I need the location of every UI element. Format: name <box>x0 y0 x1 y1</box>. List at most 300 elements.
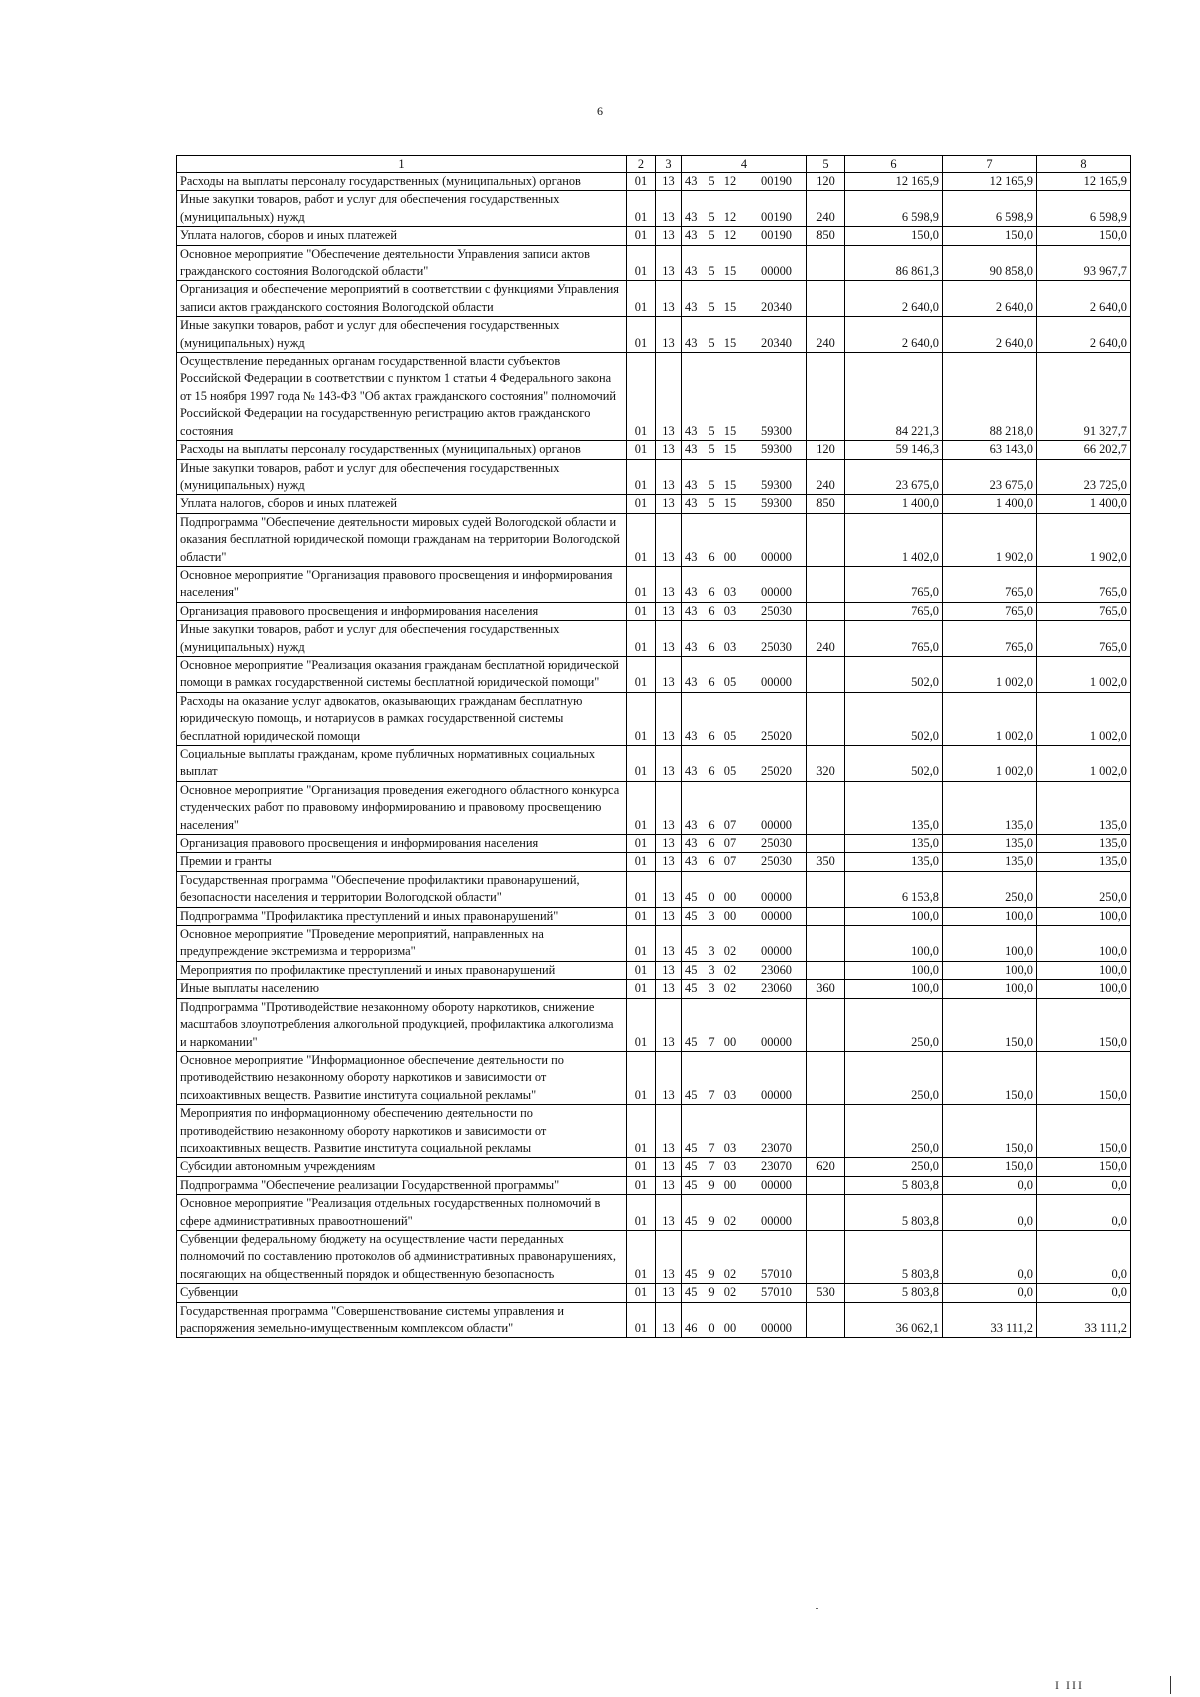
target-article-code <box>682 495 807 513</box>
expense-type-code <box>807 926 845 962</box>
article-code-part: 45 <box>685 1213 698 1228</box>
article-code-part: 43 <box>685 639 698 654</box>
amount-col-7: 23 675,0 <box>943 459 1037 495</box>
amount-col-7: 1 400,0 <box>943 495 1037 513</box>
target-article-code <box>682 566 807 602</box>
expense-type-code <box>807 998 845 1051</box>
article-code-part: 45 <box>685 981 698 996</box>
article-code-part: 43 <box>685 836 698 851</box>
amount-col-6: 135,0 <box>845 835 943 853</box>
amount-col-8: 33 111,2 <box>1037 1302 1131 1338</box>
amount-col-6: 6 598,9 <box>845 191 943 227</box>
amount-col-6: 86 861,3 <box>845 245 943 281</box>
amount-col-6: 6 153,8 <box>845 871 943 907</box>
article-code-part: 00 <box>723 1321 737 1335</box>
amount-col-6: 1 402,0 <box>845 513 943 566</box>
article-code-part: 07 <box>723 836 737 851</box>
amount-col-6: 502,0 <box>845 746 943 782</box>
article-code-part: 23060 <box>761 981 792 996</box>
subsection-code: 13 <box>656 781 682 834</box>
article-code-part: 5 <box>708 442 715 457</box>
expense-type-code <box>807 781 845 834</box>
expense-type-code <box>807 1051 845 1104</box>
article-code-part: 00000 <box>761 264 792 279</box>
row-name: Основное мероприятие "Реализация отдельных государственных полномочий в сфере административных правоотношений" <box>177 1195 627 1231</box>
header-cell: 5 <box>807 156 845 173</box>
article-code-part: 7 <box>708 1034 715 1049</box>
subsection-code: 13 <box>656 495 682 513</box>
article-code-part: 45 <box>685 1034 698 1049</box>
article-code-part: 02 <box>723 944 737 959</box>
article-code-part: 6 <box>708 549 715 564</box>
amount-col-8: 150,0 <box>1037 227 1131 245</box>
amount-col-8: 6 598,9 <box>1037 191 1131 227</box>
row-name: Премии и гранты <box>177 853 627 871</box>
expense-type-code <box>807 871 845 907</box>
expense-type-code <box>807 1302 845 1338</box>
amount-col-6: 59 146,3 <box>845 441 943 459</box>
article-code-part: 00000 <box>761 908 792 923</box>
amount-col-7: 6 598,9 <box>943 191 1037 227</box>
table-row <box>177 317 1131 353</box>
amount-col-6: 502,0 <box>845 692 943 745</box>
row-name: Уплата налогов, сборов и иных платежей <box>177 495 627 513</box>
amount-col-6: 250,0 <box>845 1105 943 1158</box>
subsection-code: 13 <box>656 907 682 925</box>
article-code-part: 9 <box>708 1266 715 1281</box>
article-code-part: 7 <box>708 1140 715 1155</box>
article-code-part: 03 <box>723 1087 737 1102</box>
article-code-part: 00000 <box>761 675 792 690</box>
row-name: Иные выплаты населению <box>177 980 627 998</box>
amount-col-8: 0,0 <box>1037 1176 1131 1194</box>
row-name: Государственная программа "Совершенствование системы управления и распоряжения земельно-имущественным комплексом области" <box>177 1302 627 1338</box>
amount-col-6: 5 803,8 <box>845 1230 943 1283</box>
amount-col-7: 1 902,0 <box>943 513 1037 566</box>
row-name: Организация правового просвещения и информирования населения <box>177 602 627 620</box>
target-article-code <box>682 781 807 834</box>
amount-col-7: 0,0 <box>943 1195 1037 1231</box>
subsection-code: 13 <box>656 602 682 620</box>
amount-col-7: 90 858,0 <box>943 245 1037 281</box>
article-code-part: 3 <box>708 908 715 923</box>
article-code-part: 00000 <box>761 890 792 905</box>
subsection-code: 13 <box>656 1284 682 1302</box>
amount-col-6: 12 165,9 <box>845 173 943 191</box>
article-code-part: 25030 <box>761 836 792 851</box>
article-code-part: 15 <box>723 496 737 511</box>
target-article-code <box>682 317 807 353</box>
target-article-code <box>682 961 807 979</box>
article-code-part: 43 <box>685 264 698 279</box>
row-name: Мероприятия по информационному обеспечению деятельности по противодействию незаконному обороту наркотиков и зависимости от психоактивных веществ. Развитие института социальной рекламы <box>177 1105 627 1158</box>
section-code: 01 <box>627 621 656 657</box>
amount-col-6: 765,0 <box>845 621 943 657</box>
row-name: Социальные выплаты гражданам, кроме публичных нормативных социальных выплат <box>177 746 627 782</box>
amount-col-6: 100,0 <box>845 961 943 979</box>
row-name: Основное мероприятие "Реализация оказания гражданам бесплатной юридической помощи в рамках государственной системы бесплатной юридической помощи" <box>177 656 627 692</box>
target-article-code <box>682 746 807 782</box>
amount-col-6: 502,0 <box>845 656 943 692</box>
subsection-code: 13 <box>656 871 682 907</box>
article-code-part: 6 <box>708 675 715 690</box>
amount-col-7: 150,0 <box>943 1051 1037 1104</box>
article-code-part: 45 <box>685 1159 698 1174</box>
article-code-part: 25030 <box>761 603 792 618</box>
target-article-code <box>682 245 807 281</box>
article-code-part: 43 <box>685 423 698 438</box>
article-code-part: 00000 <box>761 817 792 832</box>
subsection-code: 13 <box>656 998 682 1051</box>
subsection-code: 13 <box>656 227 682 245</box>
section-code: 01 <box>627 1195 656 1231</box>
amount-col-8: 150,0 <box>1037 1158 1131 1176</box>
amount-col-8: 1 002,0 <box>1037 746 1131 782</box>
article-code-part: 00190 <box>761 228 792 243</box>
article-code-part: 00 <box>723 1177 737 1192</box>
target-article-code <box>682 353 807 441</box>
subsection-code: 13 <box>656 173 682 191</box>
article-code-part: 5 <box>708 174 715 188</box>
expense-type-code: 350 <box>807 853 845 871</box>
amount-col-7: 150,0 <box>943 1158 1037 1176</box>
section-code: 01 <box>627 871 656 907</box>
article-code-part: 45 <box>685 1266 698 1281</box>
article-code-part: 43 <box>685 335 698 350</box>
scan-artifact <box>816 1608 818 1609</box>
amount-col-8: 150,0 <box>1037 1105 1131 1158</box>
amount-col-6: 150,0 <box>845 227 943 245</box>
amount-col-8: 150,0 <box>1037 1051 1131 1104</box>
target-article-code <box>682 998 807 1051</box>
section-code: 01 <box>627 781 656 834</box>
expense-type-code <box>807 907 845 925</box>
expense-type-code <box>807 1105 845 1158</box>
expense-type-code <box>807 1230 845 1283</box>
article-code-part: 20340 <box>761 299 792 314</box>
article-code-part: 59300 <box>761 423 792 438</box>
section-code: 01 <box>627 227 656 245</box>
amount-col-7: 12 165,9 <box>943 173 1037 191</box>
article-code-part: 03 <box>723 639 737 654</box>
expense-type-code: 530 <box>807 1284 845 1302</box>
amount-col-8: 1 002,0 <box>1037 656 1131 692</box>
target-article-code <box>682 1051 807 1104</box>
target-article-code <box>682 513 807 566</box>
article-code-part: 15 <box>723 442 737 457</box>
row-name: Подпрограмма "Противодействие незаконному обороту наркотиков, снижение масштабов злоупотребления алкогольной продукцией, профилактика алкоголизма и наркомании" <box>177 998 627 1051</box>
article-code-part: 43 <box>685 603 698 618</box>
target-article-code <box>682 459 807 495</box>
article-code-part: 25030 <box>761 854 792 869</box>
article-code-part: 57010 <box>761 1285 792 1300</box>
target-article-code <box>682 926 807 962</box>
section-code: 01 <box>627 907 656 925</box>
header-cell: 1 <box>177 156 627 173</box>
amount-col-7: 135,0 <box>943 781 1037 834</box>
section-code: 01 <box>627 1051 656 1104</box>
article-code-part: 15 <box>723 477 737 492</box>
row-name: Иные закупки товаров, работ и услуг для обеспечения государственных (муниципальных) нужд <box>177 317 627 353</box>
article-code-part: 00190 <box>761 209 792 224</box>
amount-col-6: 84 221,3 <box>845 353 943 441</box>
table-row <box>177 692 1131 745</box>
article-code-part: 43 <box>685 477 698 492</box>
amount-col-7: 0,0 <box>943 1230 1037 1283</box>
amount-col-6: 135,0 <box>845 781 943 834</box>
amount-col-7: 2 640,0 <box>943 281 1037 317</box>
article-code-part: 23060 <box>761 962 792 977</box>
target-article-code <box>682 1195 807 1231</box>
expense-type-code <box>807 513 845 566</box>
amount-col-8: 135,0 <box>1037 835 1131 853</box>
amount-col-8: 0,0 <box>1037 1284 1131 1302</box>
article-code-part: 03 <box>723 585 737 600</box>
amount-col-6: 23 675,0 <box>845 459 943 495</box>
article-code-part: 00000 <box>761 1213 792 1228</box>
target-article-code <box>682 1302 807 1338</box>
article-code-part: 00 <box>723 890 737 905</box>
article-code-part: 43 <box>685 228 698 243</box>
target-article-code <box>682 980 807 998</box>
subsection-code: 13 <box>656 1302 682 1338</box>
section-code: 01 <box>627 1284 656 1302</box>
expense-type-code <box>807 656 845 692</box>
amount-col-7: 100,0 <box>943 926 1037 962</box>
row-name: Расходы на выплаты персоналу государственных (муниципальных) органов <box>177 441 627 459</box>
article-code-part: 6 <box>708 728 715 743</box>
article-code-part: 6 <box>708 764 715 779</box>
row-name: Организация и обеспечение мероприятий в соответствии с функциями Управления записи актов гражданского состояния Вологодской области <box>177 281 627 317</box>
amount-col-6: 2 640,0 <box>845 317 943 353</box>
table-row <box>177 281 1131 317</box>
article-code-part: 45 <box>685 1087 698 1102</box>
subsection-code: 13 <box>656 961 682 979</box>
row-name: Субсидии автономным учреждениям <box>177 1158 627 1176</box>
article-code-part: 43 <box>685 299 698 314</box>
table-row <box>177 1302 1131 1338</box>
subsection-code: 13 <box>656 1230 682 1283</box>
row-name: Расходы на выплаты персоналу государственных (муниципальных) органов <box>177 173 627 191</box>
amount-col-8: 1 902,0 <box>1037 513 1131 566</box>
section-code: 01 <box>627 353 656 441</box>
section-code: 01 <box>627 1158 656 1176</box>
table-row <box>177 1195 1131 1231</box>
amount-col-7: 63 143,0 <box>943 441 1037 459</box>
amount-col-7: 33 111,2 <box>943 1302 1037 1338</box>
target-article-code <box>682 281 807 317</box>
expense-type-code: 850 <box>807 227 845 245</box>
table-row <box>177 1230 1131 1283</box>
article-code-part: 00000 <box>761 549 792 564</box>
subsection-code: 13 <box>656 656 682 692</box>
article-code-part: 15 <box>723 299 737 314</box>
amount-col-7: 150,0 <box>943 998 1037 1051</box>
amount-col-7: 100,0 <box>943 961 1037 979</box>
table-row <box>177 566 1131 602</box>
expense-type-code <box>807 692 845 745</box>
subsection-code: 13 <box>656 926 682 962</box>
expense-type-code <box>807 566 845 602</box>
amount-col-6: 5 803,8 <box>845 1176 943 1194</box>
subsection-code: 13 <box>656 441 682 459</box>
row-name: Подпрограмма "Обеспечение деятельности мировых судей Вологодской области и оказания бесплатной юридической помощи гражданам на территории Вологодской области" <box>177 513 627 566</box>
article-code-part: 25030 <box>761 639 792 654</box>
header-cell: 2 <box>627 156 656 173</box>
table-row <box>177 926 1131 962</box>
row-name: Основное мероприятие "Информационное обеспечение деятельности по противодействию незаконному обороту наркотиков и зависимости от психоактивных веществ. Развитие института социальной рекламы" <box>177 1051 627 1104</box>
target-article-code <box>682 227 807 245</box>
amount-col-6: 2 640,0 <box>845 281 943 317</box>
section-code: 01 <box>627 692 656 745</box>
section-code: 01 <box>627 245 656 281</box>
section-code: 01 <box>627 853 656 871</box>
article-code-part: 00000 <box>761 944 792 959</box>
amount-col-8: 100,0 <box>1037 926 1131 962</box>
amount-col-8: 2 640,0 <box>1037 317 1131 353</box>
amount-col-7: 2 640,0 <box>943 317 1037 353</box>
article-code-part: 20340 <box>761 335 792 350</box>
amount-col-8: 93 967,7 <box>1037 245 1131 281</box>
target-article-code <box>682 853 807 871</box>
article-code-part: 43 <box>685 585 698 600</box>
header-cell: 6 <box>845 156 943 173</box>
expense-type-code: 320 <box>807 746 845 782</box>
target-article-code <box>682 1176 807 1194</box>
article-code-part: 5 <box>708 299 715 314</box>
section-code: 01 <box>627 459 656 495</box>
table-row <box>177 459 1131 495</box>
article-code-part: 12 <box>723 174 737 188</box>
amount-col-8: 0,0 <box>1037 1230 1131 1283</box>
row-name: Организация правового просвещения и информирования населения <box>177 835 627 853</box>
table-row <box>177 835 1131 853</box>
amount-col-6: 100,0 <box>845 907 943 925</box>
row-name: Иные закупки товаров, работ и услуг для обеспечения государственных (муниципальных) нужд <box>177 621 627 657</box>
table-row <box>177 245 1131 281</box>
row-name: Подпрограмма "Профилактика преступлений и иных правонарушений" <box>177 907 627 925</box>
article-code-part: 43 <box>685 675 698 690</box>
article-code-part: 03 <box>723 1140 737 1155</box>
row-name: Основное мероприятие "Организация правового просвещения и информирования населения" <box>177 566 627 602</box>
subsection-code: 13 <box>656 191 682 227</box>
table-row <box>177 998 1131 1051</box>
table-row <box>177 602 1131 620</box>
article-code-part: 00000 <box>761 1321 792 1335</box>
row-name: Осуществление переданных органам государственной власти субъектов Российской Федерации в соответствии с пунктом 1 статьи 4 Федерального закона от 15 ноября 1997 года № 143-ФЗ "Об актах гражданского состояния" полномочий Российской Федерации на государственную регистрацию актов гражданского состояния <box>177 353 627 441</box>
section-code: 01 <box>627 281 656 317</box>
amount-col-8: 1 400,0 <box>1037 495 1131 513</box>
subsection-code: 13 <box>656 353 682 441</box>
target-article-code <box>682 692 807 745</box>
header-cell: 4 <box>682 156 807 173</box>
article-code-part: 6 <box>708 836 715 851</box>
article-code-part: 6 <box>708 639 715 654</box>
row-name: Государственная программа "Обеспечение профилактики правонарушений, безопасности населения и территории Вологодской области" <box>177 871 627 907</box>
expense-type-code <box>807 1195 845 1231</box>
amount-col-8: 135,0 <box>1037 781 1131 834</box>
article-code-part: 0 <box>708 1321 715 1335</box>
table-row <box>177 1284 1131 1302</box>
article-code-part: 6 <box>708 585 715 600</box>
section-code: 01 <box>627 1105 656 1158</box>
article-code-part: 12 <box>723 209 737 224</box>
expense-type-code <box>807 835 845 853</box>
section-code: 01 <box>627 513 656 566</box>
article-code-part: 25020 <box>761 764 792 779</box>
amount-col-6: 36 062,1 <box>845 1302 943 1338</box>
table-row <box>177 227 1131 245</box>
expense-type-code: 240 <box>807 459 845 495</box>
article-code-part: 9 <box>708 1177 715 1192</box>
expense-type-code <box>807 961 845 979</box>
footer-marks: I III <box>1055 1678 1084 1692</box>
amount-col-6: 5 803,8 <box>845 1195 943 1231</box>
section-code: 01 <box>627 1302 656 1338</box>
target-article-code <box>682 173 807 191</box>
table-row <box>177 1105 1131 1158</box>
article-code-part: 6 <box>708 854 715 869</box>
subsection-code: 13 <box>656 459 682 495</box>
row-name: Субвенции федеральному бюджету на осуществление части переданных полномочий по составлению протоколов об административных правонарушениях, посягающих на общественный порядок и общественную безопасность <box>177 1230 627 1283</box>
expense-type-code: 240 <box>807 191 845 227</box>
article-code-part: 43 <box>685 728 698 743</box>
article-code-part: 00000 <box>761 1087 792 1102</box>
subsection-code: 13 <box>656 245 682 281</box>
expense-type-code: 120 <box>807 441 845 459</box>
target-article-code <box>682 1230 807 1283</box>
table-row <box>177 441 1131 459</box>
row-name: Иные закупки товаров, работ и услуг для обеспечения государственных (муниципальных) нужд <box>177 459 627 495</box>
article-code-part: 15 <box>723 335 737 350</box>
article-code-part: 46 <box>685 1321 698 1335</box>
article-code-part: 23070 <box>761 1159 792 1174</box>
section-code: 01 <box>627 173 656 191</box>
section-code: 01 <box>627 656 656 692</box>
article-code-part: 12 <box>723 228 737 243</box>
article-code-part: 6 <box>708 603 715 618</box>
target-article-code <box>682 621 807 657</box>
amount-col-8: 100,0 <box>1037 961 1131 979</box>
subsection-code: 13 <box>656 692 682 745</box>
header-cell: 7 <box>943 156 1037 173</box>
article-code-part: 45 <box>685 1177 698 1192</box>
section-code: 01 <box>627 998 656 1051</box>
article-code-part: 59300 <box>761 496 792 511</box>
amount-col-6: 100,0 <box>845 980 943 998</box>
target-article-code <box>682 835 807 853</box>
article-code-part: 57010 <box>761 1266 792 1281</box>
article-code-part: 25020 <box>761 728 792 743</box>
subsection-code: 13 <box>656 1051 682 1104</box>
expense-type-code <box>807 353 845 441</box>
table-row <box>177 961 1131 979</box>
table-row <box>177 871 1131 907</box>
article-code-part: 15 <box>723 264 737 279</box>
subsection-code: 13 <box>656 621 682 657</box>
row-name: Основное мероприятие "Проведение мероприятий, направленных на предупреждение экстремизма и терроризма" <box>177 926 627 962</box>
row-name: Мероприятия по профилактике преступлений и иных правонарушений <box>177 961 627 979</box>
article-code-part: 00 <box>723 908 737 923</box>
article-code-part: 43 <box>685 764 698 779</box>
article-code-part: 00190 <box>761 174 792 188</box>
article-code-part: 02 <box>723 962 737 977</box>
article-code-part: 59300 <box>761 442 792 457</box>
amount-col-7: 1 002,0 <box>943 692 1037 745</box>
amount-col-6: 250,0 <box>845 1051 943 1104</box>
article-code-part: 07 <box>723 854 737 869</box>
article-code-part: 5 <box>708 228 715 243</box>
